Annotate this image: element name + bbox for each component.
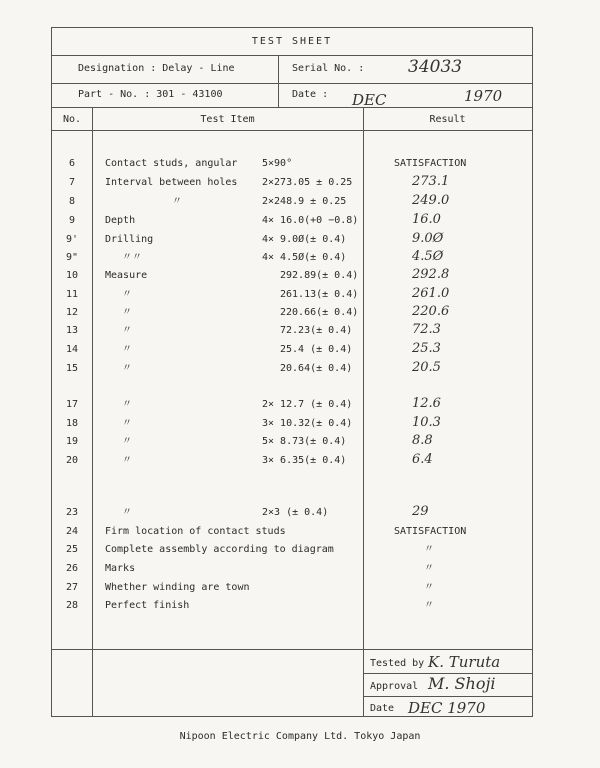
row-result: 〃: [424, 544, 434, 555]
row-result-handwritten: 273.1: [412, 174, 450, 189]
header-vdivider: [278, 55, 279, 107]
row-number: 9": [65, 252, 79, 263]
row-spec: 20.64(± 0.4): [280, 363, 353, 374]
sheet-title: TEST SHEET: [251, 36, 333, 47]
row-result: 〃: [424, 563, 434, 574]
row-spec: 2×248.9 ± 0.25: [262, 196, 347, 207]
row-result: SATISFACTION: [394, 526, 467, 537]
row-result-handwritten: 10.3: [412, 415, 441, 430]
row-number: 12: [65, 307, 79, 318]
row-spec: 72.23(± 0.4): [280, 325, 353, 336]
row-result-handwritten: 20.5: [412, 360, 441, 375]
row-spec: 3× 10.32(± 0.4): [262, 418, 353, 429]
row-number: 7: [68, 177, 76, 188]
row-number: 18: [65, 418, 79, 429]
row-number: 23: [65, 507, 79, 518]
tested-by-label: Tested by: [370, 658, 425, 669]
row-test-item: 〃: [122, 344, 132, 355]
row-result: 〃: [424, 582, 434, 593]
row-result-handwritten: 220.6: [412, 304, 450, 319]
row-test-item: Firm location of contact studs: [105, 526, 286, 537]
row-spec: 220.66(± 0.4): [280, 307, 359, 318]
row-number: 14: [65, 344, 79, 355]
row-result-handwritten: 292.8: [412, 267, 450, 282]
row-result: SATISFACTION: [394, 158, 467, 169]
part-number: Part - No. : 301 - 43100: [78, 89, 223, 100]
row-result-handwritten: 249.0: [412, 193, 450, 208]
row-test-item: 〃: [122, 418, 132, 429]
company-footer: Nipoon Electric Company Ltd. Tokyo Japan: [179, 731, 421, 742]
column-header-divider: [52, 130, 532, 131]
row-test-item: Perfect finish: [105, 600, 190, 611]
header-divider: [52, 55, 532, 56]
approval-label: Approval: [370, 681, 419, 692]
row-test-item: 〃: [122, 325, 132, 336]
row-test-item: 〃: [122, 363, 132, 374]
row-spec: 2×273.05 ± 0.25: [262, 177, 353, 188]
row-test-item: Interval between holes: [105, 177, 238, 188]
row-number: 13: [65, 325, 79, 336]
row-number: 25: [65, 544, 79, 555]
row-number: 28: [65, 600, 79, 611]
row-number: 9: [68, 215, 76, 226]
row-test-item: Marks: [105, 563, 136, 574]
row-test-item: Contact studs, angular: [105, 158, 238, 169]
row-result-handwritten: 261.0: [412, 286, 450, 301]
row-result-handwritten: 6.4: [412, 452, 433, 467]
row-result-handwritten: 12.6: [412, 396, 441, 411]
row-test-item: 〃: [172, 196, 182, 207]
row-number: 26: [65, 563, 79, 574]
row-spec: 5×90°: [262, 158, 293, 169]
serial-label: Serial No. :: [292, 63, 365, 74]
signoff-date-label: Date: [370, 703, 395, 714]
row-number: 9': [65, 234, 79, 245]
row-test-item: Depth: [105, 215, 136, 226]
row-number: 6: [68, 158, 76, 169]
designation: Designation : Delay - Line: [78, 63, 235, 74]
signoff-divider: [52, 649, 532, 650]
row-test-item: Drilling: [105, 234, 154, 245]
row-spec: 25.4 (± 0.4): [280, 344, 353, 355]
date-label: Date :: [292, 89, 329, 100]
row-result-handwritten: 29: [412, 504, 429, 519]
row-test-item: Whether winding are town: [105, 582, 250, 593]
row-number: 15: [65, 363, 79, 374]
row-spec: 4× 9.0Ø(± 0.4): [262, 234, 347, 245]
test-sheet: [51, 27, 533, 717]
header-divider: [52, 107, 532, 108]
row-result-handwritten: 25.3: [412, 341, 441, 356]
row-spec: 292.89(± 0.4): [280, 270, 359, 281]
row-result: 〃: [424, 600, 434, 611]
signoff-divider: [363, 696, 532, 697]
column-header-no: No.: [62, 114, 82, 125]
row-number: 19: [65, 436, 79, 447]
row-number: 8: [68, 196, 76, 207]
row-spec: 4× 16.0(+0 −0.8): [262, 215, 359, 226]
row-spec: 2× 12.7 (± 0.4): [262, 399, 353, 410]
row-result-handwritten: 8.8: [412, 433, 433, 448]
row-result-handwritten: 72.3: [412, 322, 441, 337]
row-test-item: Measure: [105, 270, 148, 281]
approval-signature: M. Shoji: [428, 674, 496, 693]
signoff-date: DEC 1970: [408, 699, 486, 717]
row-number: 10: [65, 270, 79, 281]
row-test-item: 〃: [122, 399, 132, 410]
header-divider: [52, 83, 532, 84]
column-header-item: Test Item: [200, 114, 255, 125]
row-result-handwritten: 9.0Ø: [412, 231, 444, 246]
row-test-item: 〃: [122, 455, 132, 466]
serial-number: 34033: [408, 57, 463, 77]
row-number: 27: [65, 582, 79, 593]
row-number: 17: [65, 399, 79, 410]
date-month: DEC: [352, 91, 387, 109]
row-result-handwritten: 4.5Ø: [412, 249, 444, 264]
date-year: 1970: [464, 87, 503, 105]
row-spec: 3× 6.35(± 0.4): [262, 455, 347, 466]
row-number: 20: [65, 455, 79, 466]
row-test-item: 〃: [122, 436, 132, 447]
row-result-handwritten: 16.0: [412, 212, 441, 227]
column-header-result: Result: [429, 114, 466, 125]
tested-by-signature: K. Turuta: [428, 653, 501, 671]
row-spec: 5× 8.73(± 0.4): [262, 436, 347, 447]
row-test-item: 〃〃: [122, 252, 142, 263]
row-spec: 261.13(± 0.4): [280, 289, 359, 300]
row-test-item: 〃: [122, 307, 132, 318]
row-test-item: 〃: [122, 507, 132, 518]
row-test-item: 〃: [122, 289, 132, 300]
result-column-divider: [363, 107, 364, 716]
row-number: 11: [65, 289, 79, 300]
row-spec: 4× 4.5Ø(± 0.4): [262, 252, 347, 263]
row-test-item: Complete assembly according to diagram: [105, 544, 334, 555]
row-number: 24: [65, 526, 79, 537]
no-column-divider: [92, 107, 93, 716]
row-spec: 2×3 (± 0.4): [262, 507, 329, 518]
